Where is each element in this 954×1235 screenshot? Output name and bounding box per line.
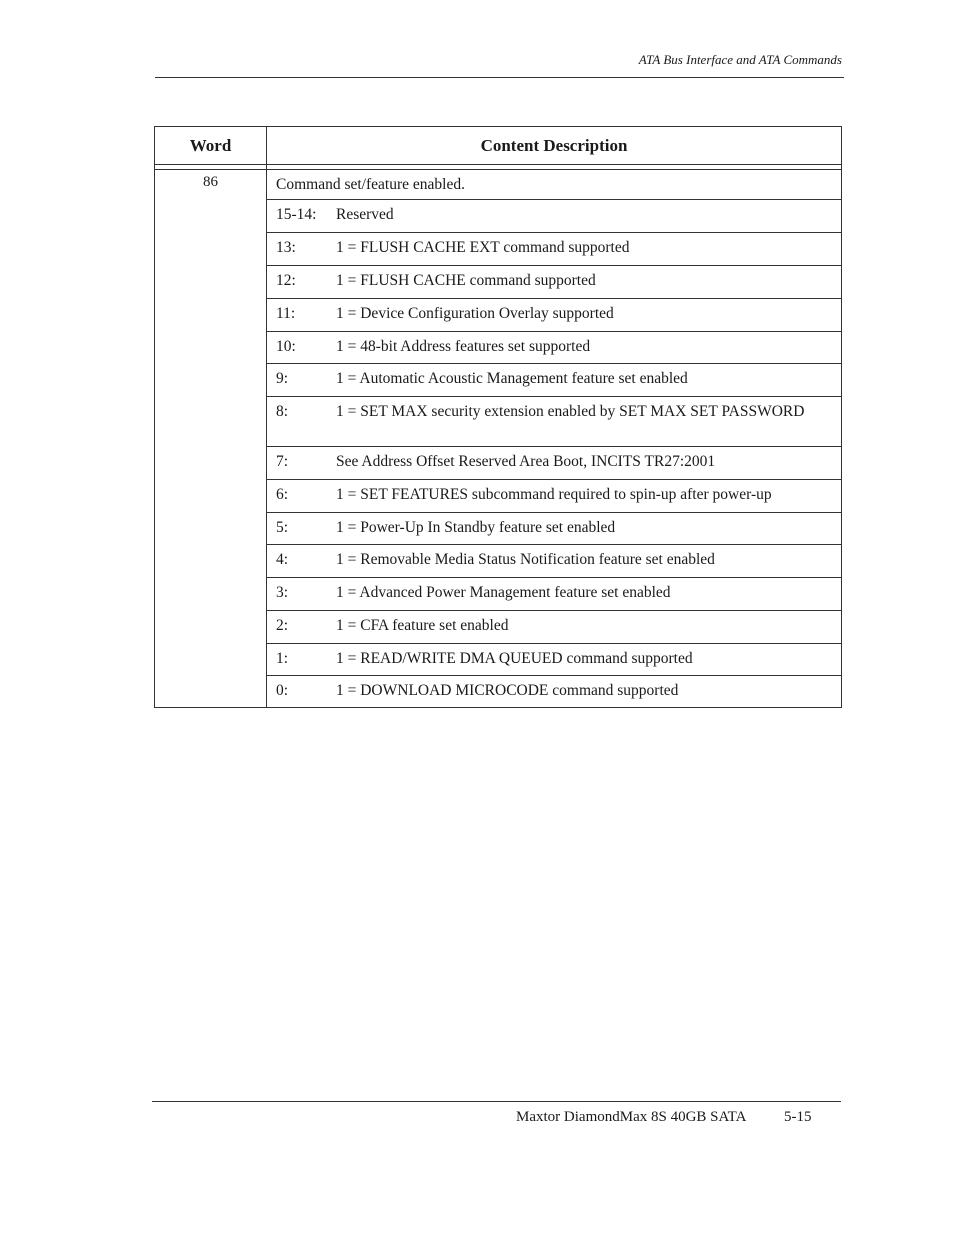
bit-label: 2: (276, 617, 289, 634)
word-number: 86 (203, 174, 218, 190)
bit-label: 1: (276, 650, 289, 667)
bit-label: 8: (276, 403, 289, 420)
row-text: 1 = SET FEATURES subcommand required to spin-up after power-up (336, 486, 772, 503)
bit-label: 6: (276, 486, 289, 503)
table-row (267, 332, 841, 364)
row-text: 1 = FLUSH CACHE command supported (336, 272, 596, 289)
bit-label: 0: (276, 682, 289, 699)
table-row (267, 299, 841, 332)
bit-label: 15-14: (276, 206, 317, 223)
row-text: 1 = 48-bit Address features set supported (336, 338, 591, 355)
row-text: 1 = Automatic Acoustic Management feature set enabled (336, 370, 688, 387)
table-row (267, 644, 841, 676)
bit-label: 12: (276, 272, 296, 289)
row-text: 1 = Device Configuration Overlay supported (336, 305, 614, 322)
bit-label: 4: (276, 551, 289, 568)
row-text: 1 = CFA feature set enabled (336, 617, 509, 634)
footer-product: Maxtor DiamondMax 8S 40GB SATA (516, 1109, 747, 1125)
table-row (267, 200, 841, 233)
table-row (267, 545, 841, 578)
bit-label: 10: (276, 338, 296, 355)
row-text: 1 = Removable Media Status Notification feature set enabled (336, 551, 715, 568)
table-row (267, 397, 841, 447)
table-row (267, 266, 841, 299)
table-row (267, 513, 841, 545)
table-row (267, 611, 841, 644)
bit-label: 9: (276, 370, 289, 387)
row-text: 1 = DOWNLOAD MICROCODE command supported (336, 682, 679, 699)
bit-label: 11: (276, 305, 296, 322)
column-header-description: Content Description (480, 136, 628, 155)
row-text: 1 = READ/WRITE DMA QUEUED command supported (336, 650, 693, 667)
row-text: 1 = SET MAX security extension enabled by SET MAX SET PASSWORD (336, 403, 805, 420)
page-number: 5-15 (784, 1109, 812, 1125)
footer-rule (152, 1101, 841, 1102)
row-text: 1 = Power-Up In Standby feature set enabled (336, 519, 616, 536)
word-86-table (154, 126, 842, 708)
row-text: 1 = FLUSH CACHE EXT command supported (336, 239, 630, 256)
table-row (267, 676, 841, 707)
row-text: Reserved (336, 206, 394, 223)
bit-label: 7: (276, 453, 289, 470)
table-row (267, 578, 841, 611)
table-row (267, 447, 841, 480)
table-row (267, 364, 841, 397)
running-header: ATA Bus Interface and ATA Commands (638, 52, 842, 67)
header-rule-top (155, 164, 841, 165)
row-text: Command set/feature enabled. (276, 176, 465, 193)
bit-label: 5: (276, 519, 289, 536)
table-row (267, 170, 841, 200)
row-text: 1 = Advanced Power Management feature set enabled (336, 584, 671, 601)
bit-label: 3: (276, 584, 289, 601)
column-header-word: Word (189, 136, 232, 155)
table-row (267, 480, 841, 513)
row-text: See Address Offset Reserved Area Boot, INCITS TR27:2001 (336, 453, 716, 470)
bit-label: 13: (276, 239, 296, 256)
table-row (267, 233, 841, 266)
header-rule (155, 77, 844, 78)
